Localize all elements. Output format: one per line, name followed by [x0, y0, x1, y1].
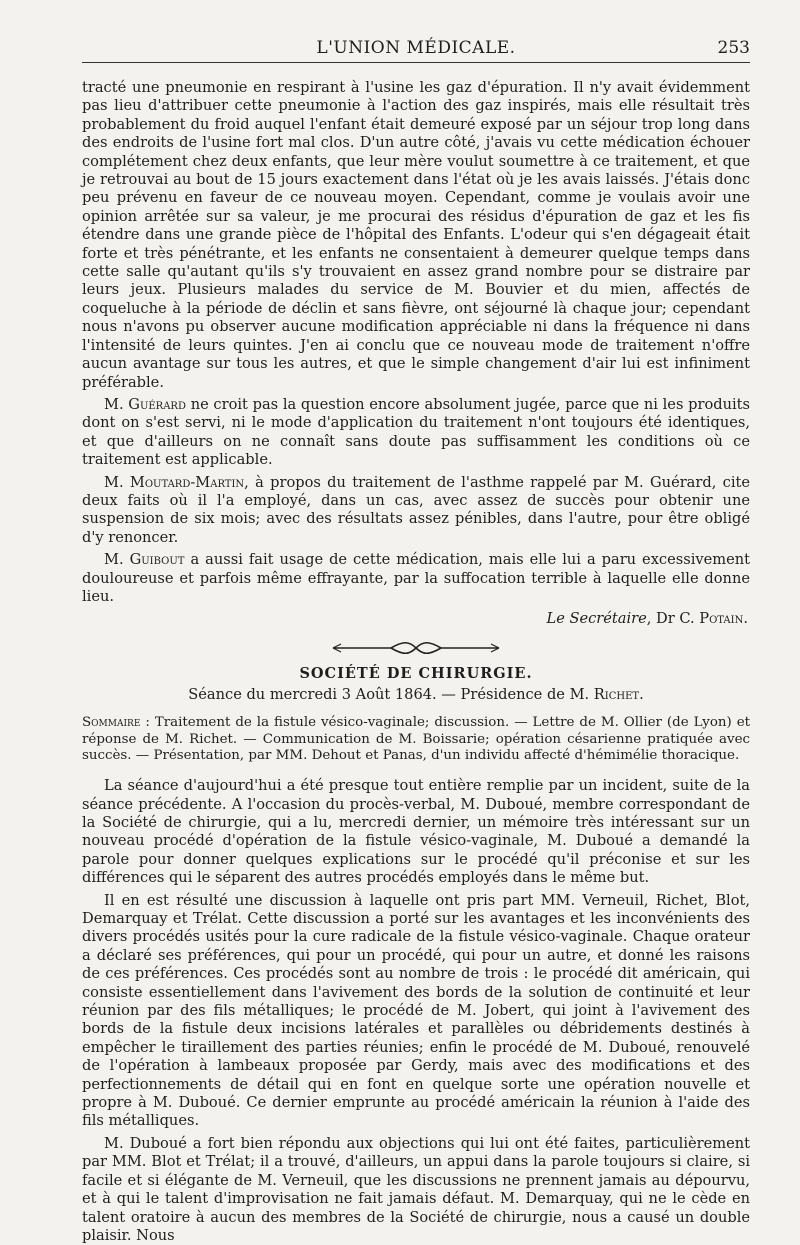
- signature-role: Le Secrétaire: [546, 610, 647, 628]
- signature-suffix: .: [743, 610, 748, 628]
- ornament-divider: [82, 641, 750, 655]
- paragraph-text: ne croit pas la question encore absolument jugée, parce que ni les produits dont on s'est servi, ni le mode d'application du traitement n'ont toujours été identiques, et que d'ailleurs on ne connaît sans doute pas suffisamment les conditions où ce traitement est applicable.: [82, 395, 751, 469]
- speaker-name: M. Moutard-Martin: [104, 473, 245, 491]
- paragraph-moutard-martin: [82, 474, 750, 548]
- paragraph-body: M. Duboué a fort bien répondu aux objections qui lui ont été faites, particulièrement par MM. Blot et Trélat; il a trouvé, d'ailleurs, un appui dans la parole toujours si claire, si facile et si élégante de M. Verneuil, que les discussions ne prennent jamais au dépourvu, et à qui le talent d'improvisation ne fait jamais défaut. M. Demarquay, qui ne le cède en talent oratoire à aucun des membres de la Société de chirurgie, nous a causé un double plaisir. Nous: [82, 1134, 750, 1244]
- signature-prefix: , Dr C.: [646, 610, 700, 628]
- summary-label: Sommaire: [82, 714, 141, 730]
- session-line: [82, 686, 750, 703]
- paragraph-guibout: [82, 551, 750, 606]
- paragraph-continuation: tracté une pneumonie en respirant à l'usine les gaz d'épuration. Il n'y avait évidemment pas lieu d'attribuer cette pneumonie à l'action des gaz inspirés, mais elle résultait très probablement du froid auquel l'enfant était demeuré exposé par un séjour trop long dans des endroits de l'usine fort mal clos. D'un autre côté, j'avais vu cette médication échouer complétement chez deux enfants, que leur mère voulut soumettre à ce traitement, et que je retrouvai au bout de 15 jours exactement dans l'état où je les avais laissés. J'étais donc peu prévenu en faveur de ce nouveau moyen. Cependant, comme je voulais avoir une opinion arrêtée sur sa valeur, je me procurai des résidus d'épuration de gaz et les fis étendre dans une grande pièce de l'hôpital des Enfants. L'odeur qui s'en dégageait était forte et très pénétrante, et les enfants ne consentaient à demeurer quelque temps dans cette salle qu'autant qu'ils s'y trouvaient en assez grand nombre pour se distraire par leurs jeux. Plusieurs malades du service de M. Bouvier et du mien, affectés de coqueluche à la période de déclin et sans fièvre, ont séjourné là chaque jour; cependant nous n'avons pu observer aucune modification appréciable ni dans la fréquence ni dans l'intensité de leurs quintes. J'en ai conclu que ce nouveau mode de traitement n'offre aucun avantage sur tous les autres, et que le simple changement d'air lui est infiniment préférable.: [82, 79, 750, 391]
- president-name: Richet: [593, 685, 640, 703]
- session-suffix: .: [639, 685, 644, 703]
- paragraph-text: a aussi fait usage de cette médication, mais elle lui a paru excessivement douloureuse et parfois même effrayante, par la suffocation terrible à laquelle elle donne lieu.: [82, 551, 751, 605]
- speaker-name: M. Guérard: [104, 395, 186, 413]
- paragraph-guerard: [82, 396, 750, 470]
- running-title: L'UNION MÉDICALE.: [316, 38, 516, 58]
- signature-name: Potain: [699, 610, 744, 628]
- header-rule: [82, 62, 750, 63]
- paragraph-body: Il en est résulté une discussion à laquelle ont pris part MM. Verneuil, Richet, Blot, Demarquay et Trélat. Cette discussion a porté sur les avantages et les inconvénients des divers procédés usités pour la cure radicale de la fistule vésico-vaginale. Chaque orateur a déclaré ses préférences, qui pour un procédé, qui pour un autre, et donné les raisons de ces préférences. Ces procédés sont au nombre de trois : le procédé dit américain, qui consiste essentiellement dans l'avivement des bords de la solution de continuité et leur réunion par des fils métalliques; le procédé de M. Jobert, qui joint à l'avivement des bords de la fistule deux incisions latérales et parallèles ou débridements destinés à empêcher le tiraillement des parties réunies; enfin le procédé de M. Duboué, renouvelé de l'opération à lambeaux proposée par Gerdy, mais avec des modifications et des perfectionnements de détail qui en font en quelque sorte une opération nouvelle et propre à M. Duboué. Ce dernier emprunte au procédé américain la réunion à l'aide des fils métalliques.: [82, 891, 750, 1130]
- page-header: [82, 0, 750, 62]
- paragraph-text: , à propos du traitement de l'asthme rappelé par M. Guérard, cite deux faits où il l'a employé, dans un cas, avec assez de succès pour obtenir une suspension de six mois; avec des résultats assez pénibles, dans l'autre, pour être obligé d'y renoncer.: [82, 473, 750, 546]
- paragraph-body: La séance d'aujourd'hui a été presque tout entière remplie par un incident, suite de la séance précédente. A l'occasion du procès-verbal, M. Duboué, membre correspondant de la Société de chirurgie, qui a lu, mercredi dernier, un mémoire très intéressant sur un nouveau procédé d'opération de la fistule vésico-vaginale, M. Duboué a demandé la parole pour donner quelques explications sur le procédé qu'il préconise et sur les différences qui le séparent des autres procédés employés dans le même but.: [82, 777, 750, 887]
- page-number: 253: [717, 38, 750, 58]
- session-text: Séance du mercredi 3 Août 1864. — Présidence de M.: [188, 685, 594, 703]
- secretary-signature: [82, 610, 750, 628]
- section-title: SOCIÉTÉ DE CHIRURGIE.: [299, 664, 533, 682]
- ornament-icon: [331, 641, 501, 655]
- speaker-name: M. Guibout: [104, 551, 185, 569]
- summary-text: : Traitement de la fistule vésico-vaginale; discussion. — Lettre de M. Ollier (de Lyon) et réponse de M. Richet. — Communication de M. Boissarie; opération césarienne pratiquée avec succès. — Présentation, par MM. Dehout et Panas, d'un individu affecté d'hémimélie thoracique.: [82, 714, 750, 764]
- summary: [82, 715, 750, 765]
